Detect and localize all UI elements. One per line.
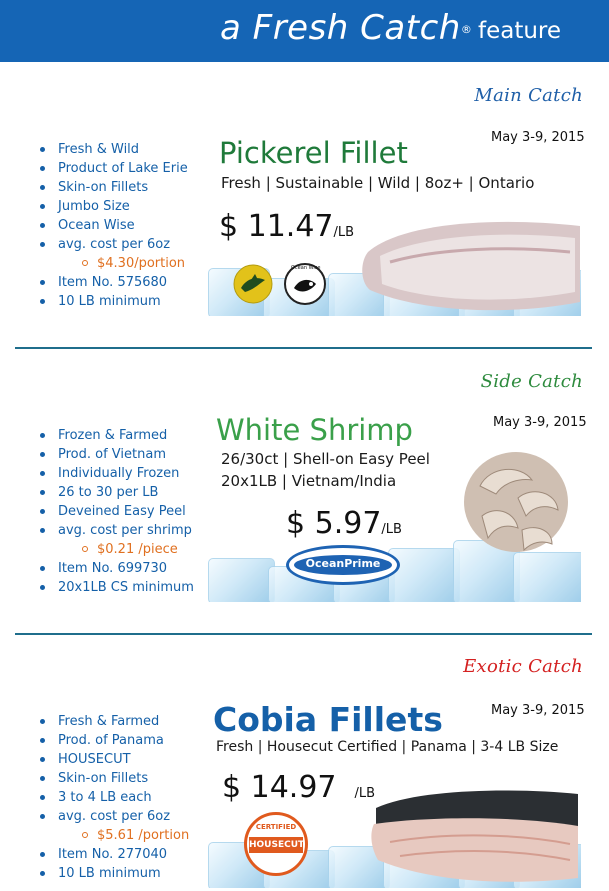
feature-bullets <box>40 712 189 883</box>
header-suffix: feature <box>478 18 562 44</box>
list-item: Deveined Easy Peel <box>40 502 194 521</box>
product-specs: Fresh | Housecut Certified | Panama | 3-4 LB Size <box>216 739 559 755</box>
product-price: $ 11.47/LB <box>219 209 355 244</box>
list-item: HOUSECUT <box>40 750 189 769</box>
housecut-certified-badge-icon <box>244 812 308 876</box>
list-item: 3 to 4 LB each <box>40 788 189 807</box>
badge-text: CERTIFIED <box>255 823 297 831</box>
product-price: $ 14.97 /LB <box>222 770 376 805</box>
list-item: 20x1LB CS minimum <box>40 578 194 597</box>
list-item: Fresh & Wild <box>40 140 188 159</box>
list-item: 10 LB minimum <box>40 864 189 883</box>
list-item: Ocean Wise <box>40 216 188 235</box>
ocean-wise-logo-text: Ocean Wise <box>291 265 321 271</box>
list-item: Prod. of Vietnam <box>40 445 194 464</box>
list-item: Prod. of Panama <box>40 731 189 750</box>
list-item: Product of Lake Erie <box>40 159 188 178</box>
page-header <box>0 0 609 62</box>
feature-bullets <box>40 426 194 597</box>
list-item: Item No. 699730 <box>40 559 194 578</box>
shrimp-image <box>460 446 572 558</box>
oceanprime-logo-text: OceanPrime <box>305 557 381 570</box>
feature-date: May 3-9, 2015 <box>493 415 587 430</box>
pickerel-fillet-image <box>360 212 584 316</box>
list-item: 10 LB minimum <box>40 292 188 311</box>
list-item: Individually Frozen <box>40 464 194 483</box>
section-divider <box>15 347 592 349</box>
registered-mark: ® <box>460 23 473 36</box>
category-side-catch: Side Catch <box>480 371 583 392</box>
list-item: Jumbo Size <box>40 197 188 216</box>
fish-certification-logo-icon <box>233 264 273 304</box>
list-item: Skin-on Fillets <box>40 178 188 197</box>
category-exotic-catch: Exotic Catch <box>463 656 583 677</box>
piece-cost: $0.21 /piece <box>40 540 194 559</box>
product-title: Cobia Fillets <box>213 700 443 739</box>
section-divider <box>15 633 592 635</box>
list-item: avg. cost per 6oz <box>40 235 188 254</box>
oceanprime-logo-icon <box>286 545 400 585</box>
cobia-fillet-image <box>370 786 582 886</box>
list-item: Item No. 277040 <box>40 845 189 864</box>
list-item: 26 to 30 per LB <box>40 483 194 502</box>
feature-date: May 3-9, 2015 <box>491 703 585 718</box>
header-title: a Fresh Catch® <box>220 8 473 48</box>
list-item: avg. cost per shrimp <box>40 521 194 540</box>
feature-date: May 3-9, 2015 <box>491 130 585 145</box>
badge-text: HOUSECUT <box>249 837 303 853</box>
product-specs: Fresh | Sustainable | Wild | 8oz+ | Ontario <box>221 174 535 192</box>
list-item: Item No. 575680 <box>40 273 188 292</box>
category-main-catch: Main Catch <box>474 85 583 106</box>
product-price: $ 5.97/LB <box>286 506 402 541</box>
list-item: Fresh & Farmed <box>40 712 189 731</box>
feature-bullets <box>40 140 188 311</box>
list-item: Frozen & Farmed <box>40 426 194 445</box>
list-item: avg. cost per 6oz <box>40 807 189 826</box>
product-title: White Shrimp <box>216 413 413 447</box>
product-specs: 20x1LB | Vietnam/India <box>221 472 397 490</box>
list-item: Skin-on Fillets <box>40 769 189 788</box>
portion-cost: $5.61 /portion <box>40 826 189 845</box>
product-specs: 26/30ct | Shell-on Easy Peel <box>221 450 430 468</box>
portion-cost: $4.30/portion <box>40 254 188 273</box>
product-title: Pickerel Fillet <box>219 136 408 170</box>
